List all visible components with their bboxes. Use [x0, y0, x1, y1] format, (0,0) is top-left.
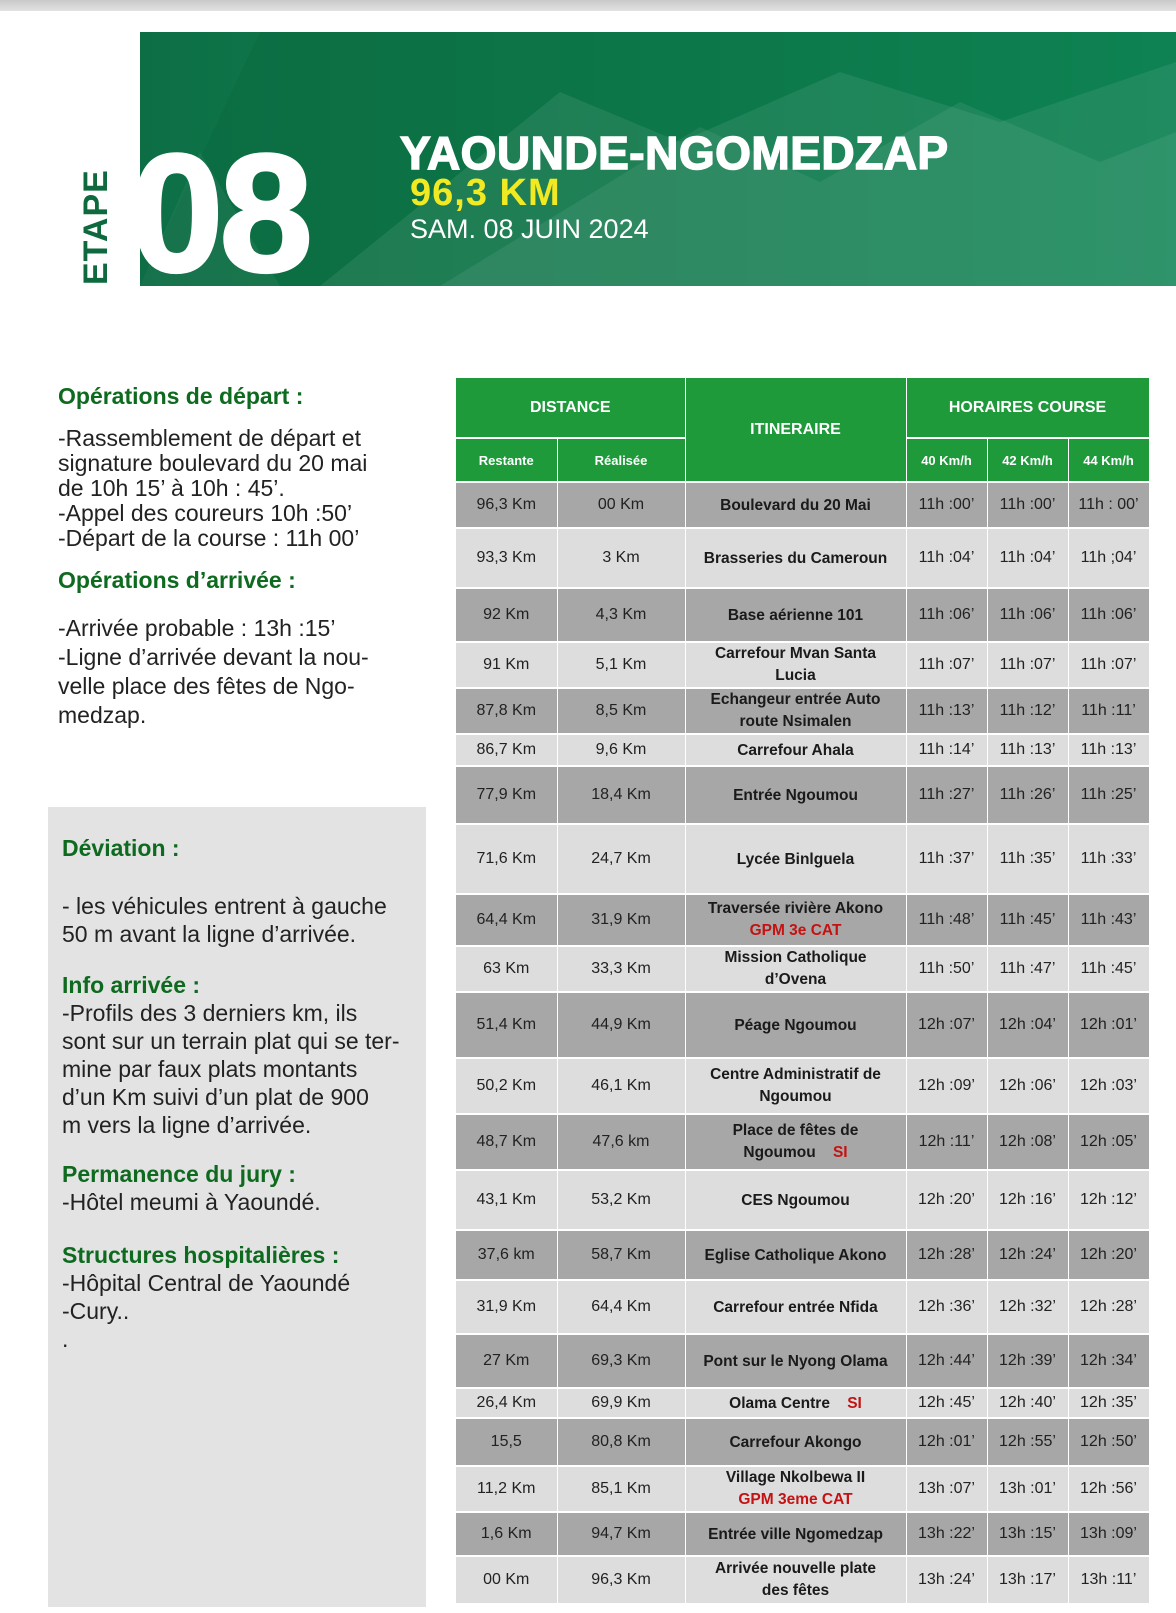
itineraire-name: Centre Administratif de [710, 1066, 881, 1083]
time-40kmh: 11h :04’ [906, 528, 987, 588]
itineraire-cell [685, 1418, 906, 1466]
time-44kmh: 12h :34’ [1068, 1334, 1149, 1388]
time-42kmh: 11h :12’ [987, 688, 1068, 734]
time-44kmh: 11h :07’ [1068, 642, 1149, 688]
time-44kmh: 12h :12’ [1068, 1170, 1149, 1230]
time-44kmh: 11h :13’ [1068, 734, 1149, 766]
distance-realisee: 44,9 Km [557, 992, 685, 1058]
header-42kmh: 42 Km/h [987, 438, 1068, 482]
distance-realisee: 46,1 Km [557, 1058, 685, 1114]
itineraire-cell [685, 1280, 906, 1334]
time-40kmh: 11h :48’ [906, 894, 987, 946]
deviation-line: - les véhicules entrent à gauche [62, 893, 387, 919]
table-row [456, 1556, 1149, 1604]
distance-realisee: 47,6 km [557, 1114, 685, 1170]
itineraire-name-line2: Lucia [775, 667, 816, 684]
jury-title: Permanence du jury : [62, 1161, 296, 1187]
distance-realisee: 9,6 Km [557, 734, 685, 766]
table-row [456, 734, 1149, 766]
itineraire-cell [685, 1556, 906, 1604]
itineraire-cell [685, 1170, 906, 1230]
itineraire-name: Place de fêtes de [732, 1122, 859, 1139]
table-row [456, 1114, 1149, 1170]
itineraire-cell [685, 824, 906, 894]
table-row [456, 1058, 1149, 1114]
distance-restante: 27 Km [456, 1334, 557, 1388]
distance-realisee: 00 Km [557, 482, 685, 528]
time-44kmh: 12h :28’ [1068, 1280, 1149, 1334]
time-44kmh: 11h :11’ [1068, 688, 1149, 734]
header-realisee: Réalisée [557, 438, 685, 482]
time-40kmh: 11h :37’ [906, 824, 987, 894]
itineraire-name-line2: Ngoumou [759, 1088, 832, 1105]
distance-restante: 91 Km [456, 642, 557, 688]
time-44kmh: 12h :20’ [1068, 1230, 1149, 1280]
race-date: SAM. 08 JUIN 2024 [410, 214, 649, 244]
info-arrivee-line: sont sur un terrain plat qui se ter- [62, 1028, 400, 1054]
table-row [456, 992, 1149, 1058]
time-42kmh: 12h :04’ [987, 992, 1068, 1058]
itineraire-cell [685, 1058, 906, 1114]
distance-restante: 31,9 Km [456, 1280, 557, 1334]
time-40kmh: 12h :36’ [906, 1280, 987, 1334]
time-42kmh: 12h :24’ [987, 1230, 1068, 1280]
time-44kmh: 11h :45’ [1068, 946, 1149, 992]
table-row [456, 1334, 1149, 1388]
time-42kmh: 11h :13’ [987, 734, 1068, 766]
time-40kmh: 12h :28’ [906, 1230, 987, 1280]
hospital-title: Structures hospitalières : [62, 1242, 340, 1268]
time-40kmh: 12h :20’ [906, 1170, 987, 1230]
time-42kmh: 11h :35’ [987, 824, 1068, 894]
itineraire-cell [685, 482, 906, 528]
distance-realisee: 94,7 Km [557, 1512, 685, 1556]
distance-realisee: 69,3 Km [557, 1334, 685, 1388]
distance-realisee: 85,1 Km [557, 1466, 685, 1512]
time-40kmh: 11h :50’ [906, 946, 987, 992]
time-40kmh: 12h :45’ [906, 1388, 987, 1418]
time-40kmh: 12h :11’ [906, 1114, 987, 1170]
header-44kmh: 44 Km/h [1068, 438, 1149, 482]
time-42kmh: 11h :00’ [987, 482, 1068, 528]
table-row [456, 824, 1149, 894]
time-44kmh: 12h :56’ [1068, 1466, 1149, 1512]
itineraire-cell [685, 1334, 906, 1388]
itineraire-name: Péage Ngoumou [734, 1016, 857, 1034]
itineraire-cell [685, 734, 906, 766]
time-42kmh: 11h :07’ [987, 642, 1068, 688]
hospital-line: -Hôpital Central de Yaoundé [62, 1270, 351, 1296]
distance-restante: 63 Km [456, 946, 557, 992]
climb-tag: GPM 3eme CAT [738, 1491, 853, 1508]
header-restante: Restante [456, 438, 557, 482]
time-42kmh: 12h :40’ [987, 1388, 1068, 1418]
itineraire-name-line2: Ngoumou [743, 1144, 816, 1161]
distance-realisee: 80,8 Km [557, 1418, 685, 1466]
time-44kmh: 11h :43’ [1068, 894, 1149, 946]
depart-line: signature boulevard du 20 mai [58, 450, 368, 476]
time-44kmh: 11h : 00’ [1068, 482, 1149, 528]
distance-restante: 86,7 Km [456, 734, 557, 766]
table-row [456, 1466, 1149, 1512]
itineraire-name: Carrefour Ahala [737, 741, 854, 759]
table-row [456, 642, 1149, 688]
distance-restante: 87,8 Km [456, 688, 557, 734]
distance-realisee: 64,4 Km [557, 1280, 685, 1334]
time-42kmh: 13h :01’ [987, 1466, 1068, 1512]
time-40kmh: 12h :07’ [906, 992, 987, 1058]
distance-realisee: 4,3 Km [557, 588, 685, 642]
header-distance: DISTANCE [456, 378, 685, 438]
itineraire-name: Entrée ville Ngomedzap [708, 1525, 883, 1543]
depart-line: -Appel des coureurs 10h :50’ [58, 500, 353, 526]
itineraire-cell [685, 992, 906, 1058]
distance-restante: 51,4 Km [456, 992, 557, 1058]
time-44kmh: 12h :03’ [1068, 1058, 1149, 1114]
itineraire-name: Lycée Binlguela [736, 850, 855, 868]
distance-realisee: 96,3 Km [557, 1556, 685, 1604]
itineraire-name: Brasseries du Cameroun [703, 549, 888, 567]
info-arrivee-title: Info arrivée : [62, 972, 201, 998]
depart-line: -Départ de la course : 11h 00’ [58, 525, 360, 551]
table-row [456, 1388, 1149, 1418]
table-row [456, 766, 1149, 824]
itineraire-cell [685, 1512, 906, 1556]
itineraire-name: Eglise Catholique Akono [704, 1246, 887, 1264]
top-strip [0, 0, 1176, 11]
time-42kmh: 12h :55’ [987, 1418, 1068, 1466]
time-40kmh: 11h :06’ [906, 588, 987, 642]
time-42kmh: 12h :08’ [987, 1114, 1068, 1170]
schedule-body [456, 482, 1149, 1604]
distance-realisee: 31,9 Km [557, 894, 685, 946]
itineraire-name: Traversée rivière Akono [707, 900, 884, 917]
distance-realisee: 3 Km [557, 528, 685, 588]
time-40kmh: 11h :27’ [906, 766, 987, 824]
itineraire-cell [685, 588, 906, 642]
time-42kmh: 11h :47’ [987, 946, 1068, 992]
info-arrivee-line: -Profils des 3 derniers km, ils [62, 1000, 358, 1026]
distance-restante: 11,2 Km [456, 1466, 557, 1512]
climb-tag: SI [832, 1144, 848, 1161]
distance-restante: 15,5 [456, 1418, 557, 1466]
time-44kmh: 12h :05’ [1068, 1114, 1149, 1170]
time-42kmh: 11h :26’ [987, 766, 1068, 824]
time-42kmh: 13h :17’ [987, 1556, 1068, 1604]
itineraire-cell [685, 894, 906, 946]
itineraire-name: Village Nkolbewa II [725, 1469, 866, 1486]
distance-realisee: 5,1 Km [557, 642, 685, 688]
table-row [456, 588, 1149, 642]
distance-restante: 43,1 Km [456, 1170, 557, 1230]
itineraire-name-line2: des fêtes [761, 1582, 830, 1599]
time-42kmh: 11h :04’ [987, 528, 1068, 588]
info-arrivee-line: mine par faux plats montants [62, 1056, 358, 1082]
distance-realisee: 33,3 Km [557, 946, 685, 992]
distance-realisee: 24,7 Km [557, 824, 685, 894]
time-42kmh: 11h :06’ [987, 588, 1068, 642]
schedule-table [456, 378, 1150, 1605]
itineraire-name: Entrée Ngoumou [733, 786, 858, 804]
distance-realisee: 18,4 Km [557, 766, 685, 824]
jury-line: -Hôtel meumi à Yaoundé. [62, 1189, 321, 1215]
arrivee-title: Opérations d’arrivée : [58, 567, 296, 593]
itineraire-name: Carrefour Akongo [729, 1433, 862, 1451]
distance-restante: 26,4 Km [456, 1388, 557, 1418]
hospital-line: -Cury.. [62, 1298, 130, 1324]
arrivee-line: -Arrivée probable : 13h :15’ [58, 615, 336, 641]
depart-line: -Rassemblement de départ et [58, 425, 361, 451]
itineraire-cell [685, 1114, 906, 1170]
distance-restante: 48,7 Km [456, 1114, 557, 1170]
route-title: YAOUNDE-NGOMEDZAP [400, 127, 949, 179]
distance-restante: 00 Km [456, 1556, 557, 1604]
itineraire-name: Base aérienne 101 [727, 606, 864, 624]
itineraire-name: Pont sur le Nyong Olama [703, 1352, 888, 1370]
time-44kmh: 11h :06’ [1068, 588, 1149, 642]
itineraire-name: Mission Catholique [724, 949, 867, 966]
table-row [456, 894, 1149, 946]
table-row [456, 1170, 1149, 1230]
distance-realisee: 53,2 Km [557, 1170, 685, 1230]
info-arrivee-line: m vers la ligne d’arrivée. [62, 1112, 312, 1138]
table-row [456, 1230, 1149, 1280]
hospital-line: . [62, 1326, 69, 1352]
arrivee-line: medzap. [58, 702, 147, 728]
time-42kmh: 12h :39’ [987, 1334, 1068, 1388]
itineraire-cell [685, 528, 906, 588]
info-panel [48, 807, 426, 1607]
time-44kmh: 13h :09’ [1068, 1512, 1149, 1556]
time-40kmh: 11h :07’ [906, 642, 987, 688]
table-row [456, 528, 1149, 588]
itineraire-cell [685, 1388, 906, 1418]
route-distance: 96,3 KM [410, 172, 561, 214]
itineraire-cell [685, 946, 906, 992]
itineraire-name: Boulevard du 20 Mai [720, 496, 871, 514]
depart-title: Opérations de départ : [58, 383, 304, 409]
deviation-title: Déviation : [62, 835, 180, 861]
table-row [456, 946, 1149, 992]
itineraire-name: Carrefour entrée Nfida [713, 1298, 878, 1316]
time-44kmh: 12h :50’ [1068, 1418, 1149, 1466]
table-row [456, 482, 1149, 528]
itineraire-name: Arrivée nouvelle plate [714, 1560, 877, 1577]
arrivee-line: velle place des fêtes de Ngo- [58, 673, 355, 699]
time-40kmh: 13h :22’ [906, 1512, 987, 1556]
itineraire-name-line2: d’Ovena [764, 971, 827, 988]
itineraire-name: Olama Centre [729, 1394, 830, 1412]
header-itineraire: ITINERAIRE [685, 378, 906, 482]
climb-tag: GPM 3e CAT [749, 922, 842, 939]
distance-realisee: 58,7 Km [557, 1230, 685, 1280]
distance-realisee: 69,9 Km [557, 1388, 685, 1418]
itineraire-cell [685, 1466, 906, 1512]
itineraire-name-line2: route Nsimalen [739, 713, 852, 730]
itineraire-cell [685, 642, 906, 688]
time-44kmh: 12h :35’ [1068, 1388, 1149, 1418]
operations-column [58, 383, 438, 730]
time-40kmh: 12h :44’ [906, 1334, 987, 1388]
stage-number: 08 [130, 119, 309, 307]
itineraire-cell [685, 1230, 906, 1280]
distance-restante: 64,4 Km [456, 894, 557, 946]
time-42kmh: 11h :45’ [987, 894, 1068, 946]
time-40kmh: 11h :14’ [906, 734, 987, 766]
time-40kmh: 11h :00’ [906, 482, 987, 528]
itineraire-cell [685, 688, 906, 734]
distance-realisee: 8,5 Km [557, 688, 685, 734]
climb-tag: SI [847, 1394, 862, 1412]
itineraire-cell [685, 766, 906, 824]
distance-restante: 50,2 Km [456, 1058, 557, 1114]
time-40kmh: 12h :09’ [906, 1058, 987, 1114]
arrivee-line: -Ligne d’arrivée devant la nou- [58, 644, 369, 670]
time-42kmh: 12h :06’ [987, 1058, 1068, 1114]
itineraire-name: Echangeur entrée Auto [710, 691, 881, 708]
time-42kmh: 13h :15’ [987, 1512, 1068, 1556]
table-row [456, 1280, 1149, 1334]
time-44kmh: 11h :25’ [1068, 766, 1149, 824]
distance-restante: 1,6 Km [456, 1512, 557, 1556]
time-40kmh: 12h :01’ [906, 1418, 987, 1466]
itineraire-name: Carrefour Mvan Santa [714, 645, 877, 662]
time-44kmh: 11h :33’ [1068, 824, 1149, 894]
distance-restante: 37,6 km [456, 1230, 557, 1280]
time-44kmh: 13h :11’ [1068, 1556, 1149, 1604]
time-42kmh: 12h :16’ [987, 1170, 1068, 1230]
distance-restante: 93,3 Km [456, 528, 557, 588]
table-row [456, 1418, 1149, 1466]
deviation-line: 50 m avant la ligne d’arrivée. [62, 921, 357, 947]
time-44kmh: 12h :01’ [1068, 992, 1149, 1058]
time-40kmh: 13h :24’ [906, 1556, 987, 1604]
depart-line: de 10h 15’ à 10h : 45’. [58, 475, 285, 501]
distance-restante: 71,6 Km [456, 824, 557, 894]
time-44kmh: 11h ;04’ [1068, 528, 1149, 588]
header-40kmh: 40 Km/h [906, 438, 987, 482]
header-horaires: HORAIRES COURSE [906, 378, 1149, 438]
itineraire-name: CES Ngoumou [741, 1191, 850, 1209]
stage-label: ETAPE [77, 169, 115, 285]
time-40kmh: 11h :13’ [906, 688, 987, 734]
distance-restante: 92 Km [456, 588, 557, 642]
time-40kmh: 13h :07’ [906, 1466, 987, 1512]
info-arrivee-line: d’un Km suivi d’un plat de 900 [62, 1084, 369, 1110]
time-42kmh: 12h :32’ [987, 1280, 1068, 1334]
table-row [456, 1512, 1149, 1556]
table-row [456, 688, 1149, 734]
distance-restante: 96,3 Km [456, 482, 557, 528]
distance-restante: 77,9 Km [456, 766, 557, 824]
